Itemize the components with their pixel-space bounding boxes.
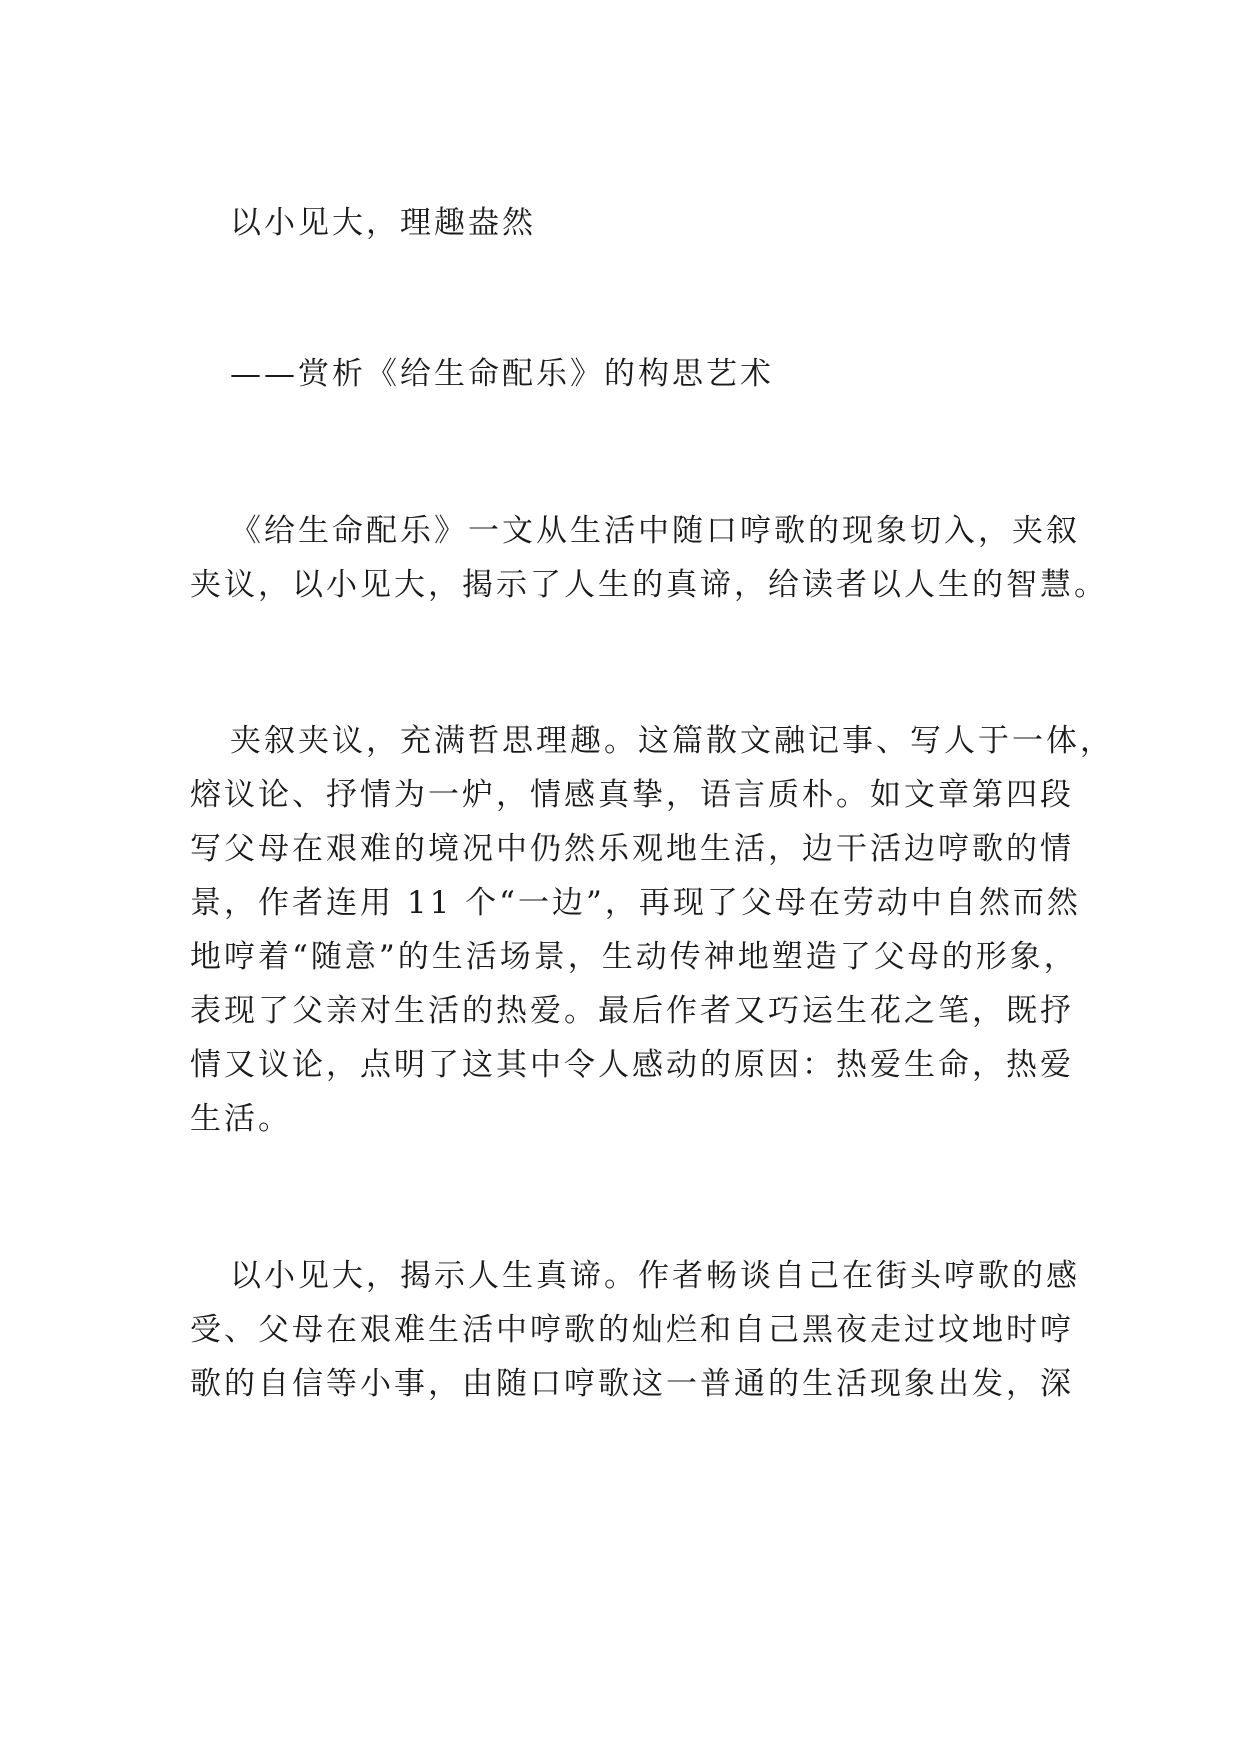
paragraph-2-line-1: 夹叙夹议，充满哲思理趣。这篇散文融记事、写人于一体， [230,723,1114,759]
paragraph-2-line-4: 景，作者连用 11 个“一边”，再现了父母在劳动中自然而然 [190,885,1081,921]
paragraph-2-line-5: 地哼着“随意”的生活场景，生动传神地塑造了父母的形象， [190,939,1078,975]
paragraph-3-line-3: 歌的自信等小事，由随口哼歌这一普通的生活现象出发，深 [190,1366,1074,1402]
paragraph-2-line-6: 表现了父亲对生活的热爱。最后作者又巧运生花之笔，既抒 [190,993,1074,1029]
document-subtitle: ——赏析《给生命配乐》的构思艺术 [230,356,774,392]
paragraph-2-line-8: 生活。 [190,1101,292,1137]
paragraph-3-line-2: 受、父母在艰难生活中哼歌的灿烂和自己黑夜走过坟地时哼 [190,1312,1074,1348]
paragraph-2-line-7: 情又议论，点明了这其中令人感动的原因：热爱生命，热爱 [190,1047,1074,1083]
document-title: 以小见大，理趣盎然 [230,205,536,241]
paragraph-1-line-1: 《给生命配乐》一文从生活中随口哼歌的现象切入，夹叙 [230,513,1080,549]
paragraph-3-line-1: 以小见大，揭示人生真谛。作者畅谈自己在街头哼歌的感 [230,1258,1080,1294]
paragraph-1-line-2: 夹议，以小见大，揭示了人生的真谛，给读者以人生的智慧。 [190,567,1108,603]
paragraph-2-line-3: 写父母在艰难的境况中仍然乐观地生活，边干活边哼歌的情 [190,831,1074,867]
paragraph-2-line-2: 熔议论、抒情为一炉，情感真挚，语言质朴。如文章第四段 [190,777,1074,813]
